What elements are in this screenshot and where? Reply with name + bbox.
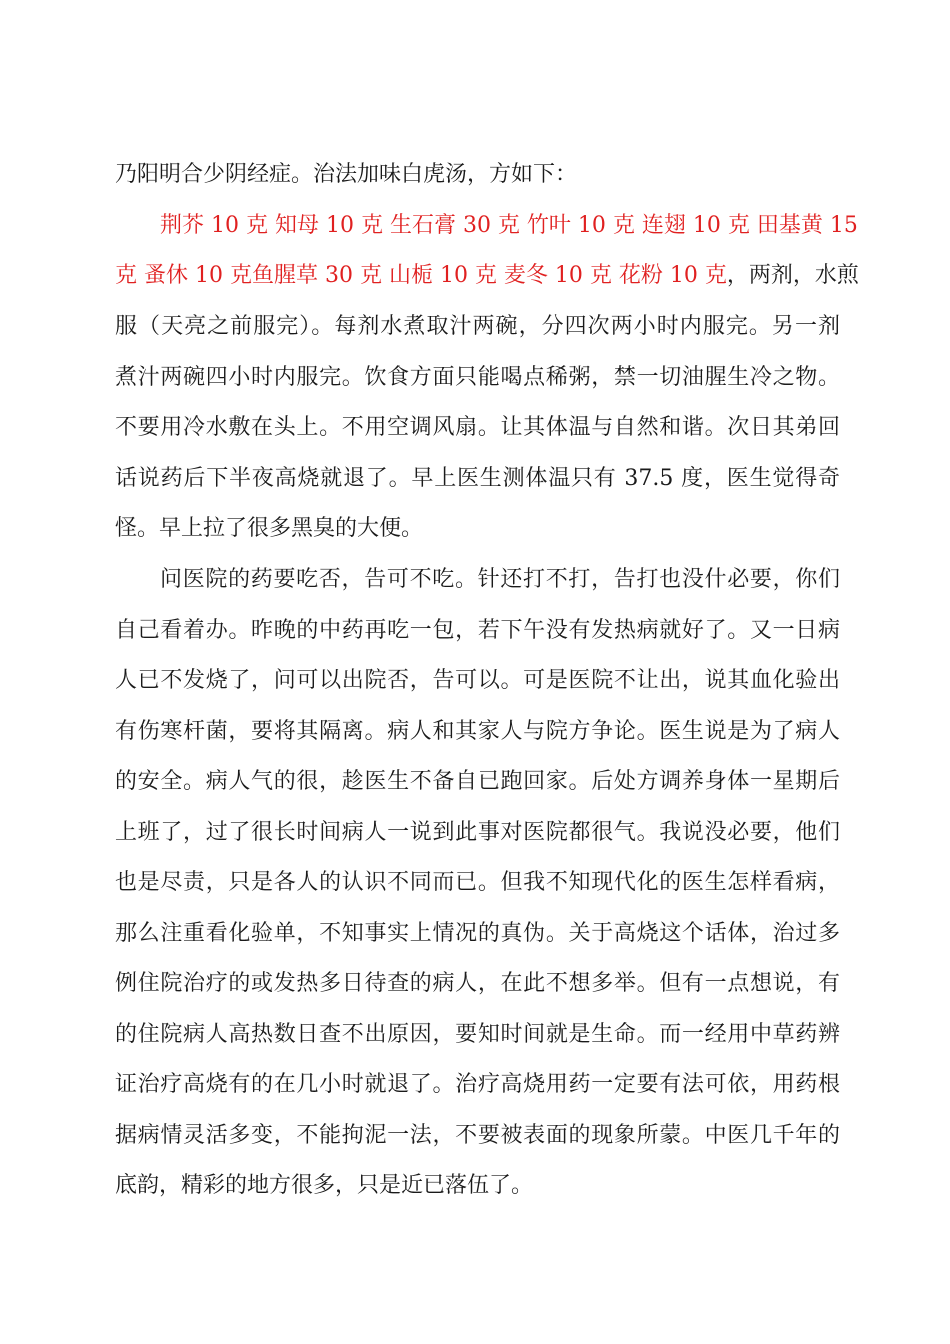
text-line: 话说药后下半夜高烧就退了。早上医生测体温只有 37.5 度，医生觉得奇 xyxy=(115,466,840,491)
text-line: 问医院的药要吃否，告可不吃。针还打不打，告打也没什必要，你们 xyxy=(160,567,840,592)
text-line: 不要用冷水敷在头上。不用空调风扇。让其体温与自然和谐。次日其弟回 xyxy=(115,415,840,440)
text-line: 有伤寒杆菌，要将其隔离。病人和其家人与院方争论。医生说是为了病人 xyxy=(115,719,840,744)
text-line: 的安全。病人气的很，趁医生不备自已跑回家。后处方调养身体一星期后 xyxy=(115,769,840,794)
text-line: 人已不发烧了，问可以出院否，告可以。可是医院不让出，说其血化验出 xyxy=(115,668,840,693)
text-line: 底韵，精彩的地方很多，只是近已落伍了。 xyxy=(115,1173,534,1198)
text-line: 例住院治疗的或发热多日待查的病人，在此不想多举。但有一点想说，有 xyxy=(115,971,840,996)
text-line: 煮汁两碗四小时内服完。饮食方面只能喝点稀粥，禁一切油腥生冷之物。 xyxy=(115,365,840,390)
prescription-line xyxy=(115,250,859,302)
text-line: 那么注重看化验单，不知事实上情况的真伪。关于高烧这个话体，治过多 xyxy=(115,921,840,946)
text-line: 证治疗高烧有的在几小时就退了。治疗高烧用药一定要有法可依，用药根 xyxy=(115,1072,840,1097)
text-line: 怪。早上拉了很多黑臭的大便。 xyxy=(115,516,424,541)
text-line: 也是尽责，只是各人的认识不同而已。但我不知现代化的医生怎样看病， xyxy=(115,870,840,895)
text-line: 乃阳明合少阴经症。治法加味白虎汤，方如下： xyxy=(115,162,578,187)
text-fragment: ，两剂，水煎 xyxy=(726,263,859,288)
text-line: 自己看着办。昨晚的中药再吃一包，若下午没有发热病就好了。又一日病 xyxy=(115,618,840,643)
text-line: 据病情灵活多变，不能拘泥一法，不要被表面的现象所蒙。中医几千年的 xyxy=(115,1123,840,1148)
prescription-text: 克 蚤休 10 克鱼腥草 30 克 山栀 10 克 麦冬 10 克 花粉 10 克 xyxy=(115,263,727,288)
text-line: 的住院病人高热数日查不出原因，要知时间就是生命。而一经用中草药辨 xyxy=(115,1022,840,1047)
text-line: 服（天亮之前服完）。每剂水煮取汁两碗，分四次两小时内服完。另一剂 xyxy=(115,314,840,339)
prescription-line: 荆芥 10 克 知母 10 克 生石膏 30 克 竹叶 10 克 连翅 10 克 田基黄 15 xyxy=(160,213,858,238)
text-line: 上班了，过了很长时间病人一说到此事对医院都很气。我说没必要，他们 xyxy=(115,820,840,845)
